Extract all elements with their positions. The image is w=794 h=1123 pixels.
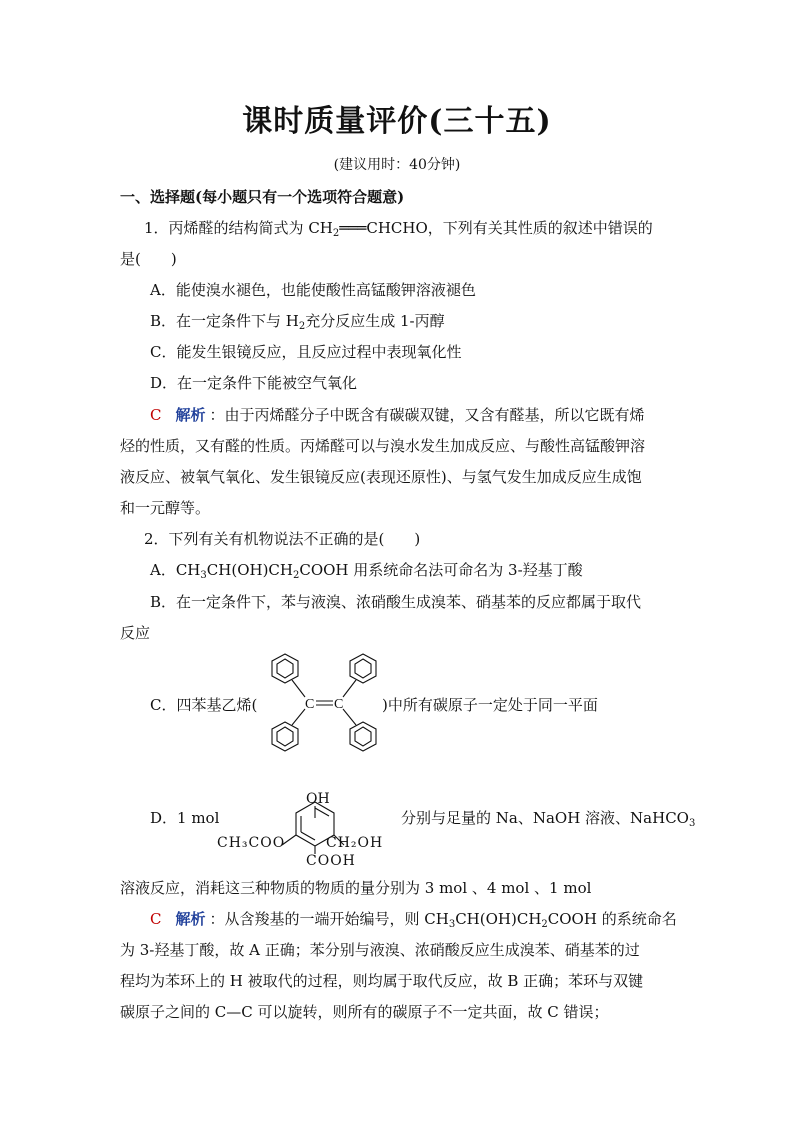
q1-stem-line2: 是( ) — [120, 250, 177, 268]
alkene-carbon-1: C — [305, 697, 315, 712]
hydroxyl-bond — [310, 806, 320, 818]
q2-option-c-text-b: )中所有碳原子一定处于同一平面 — [382, 696, 598, 714]
q1-option-c: C．能发生银镜反应，且反应过程中表现氧化性 — [150, 343, 462, 361]
q1-explanation-line4: 和一元醇等。 — [120, 499, 211, 517]
q1-option-b: B．在一定条件下与 $H_2$充分反应生成 1-丙醇 — [150, 312, 445, 332]
phenyl-ring-bottom-left — [272, 722, 298, 751]
phenyl-ring-top-right — [350, 654, 376, 683]
q2-explanation-line1: C 解析 ：从含羧基的一端开始编号，则 $CH_3CH(OH)CH_2COOH$ 的系统命名 — [150, 910, 677, 930]
q1-answer: C — [150, 406, 162, 424]
q2-option-d-text-a: D．1 mol — [150, 809, 220, 827]
phenyl-ring-top-left — [272, 654, 298, 683]
hydroxymethyl-label: CH₂OH — [326, 835, 384, 851]
q1-option-d: D．在一定条件下能被空气氧化 — [150, 374, 358, 392]
tetraphenylethylene-structure — [258, 650, 384, 760]
q2-option-d-text-b: 分别与足量的 Na、NaOH 溶液、NaHCO$_3$ — [401, 809, 696, 829]
q2-explanation-line2: 为 3-羟基丁酸，故 A 正确；苯分别与液溴、浓硝酸反应生成溴苯、硝基苯的过 — [120, 941, 640, 959]
page-title: 课时质量评价(三十五) — [242, 104, 552, 139]
q2-option-a: A．$CH_3CH(OH)CH_2COOH$ 用系统命名法可命名为 3-羟基丁酸 — [150, 561, 583, 581]
q2-explanation-line4: 碳原子之间的 C—C 可以旋转，则所有的碳原子不一定共面，故 C 错误； — [120, 1003, 609, 1021]
q2-stem: 2．下列有关有机物说法不正确的是( ) — [144, 530, 421, 548]
acetoxy-label: CH₃COO — [217, 835, 286, 851]
q1-explanation-line1: C 解析 ：由于丙烯醛分子中既含有碳碳双键，又含有醛基，所以它既有烯 — [150, 406, 645, 424]
hydroxyl-label: OH — [306, 791, 330, 807]
q1-option-a: A．能使溴水褪色，也能使酸性高锰酸钾溶液褪色 — [150, 281, 476, 299]
q2-option-d-line2: 溶液反应，消耗这三种物质的物质的量分别为 3 mol 、4 mol 、1 mol — [120, 879, 592, 897]
alkene-carbon-2: C — [334, 697, 344, 712]
q1-explanation-line2: 烃的性质，又有醛的性质。丙烯醛可以与溴水发生加成反应、与酸性高锰酸钾溶 — [120, 437, 646, 455]
q2-answer: C — [150, 910, 162, 928]
q2-option-c-text-a: C．四苯基乙烯( — [150, 696, 258, 714]
q1-stem-line1: 1．丙烯醛的结构简式为 $CH_2═══CHCHO$，下列有关其性质的叙述中错误的 — [144, 219, 653, 239]
q2-explanation-label: 解析 — [175, 910, 206, 928]
carboxyl-label: COOH — [306, 853, 356, 869]
section-heading: 一、选择题(每小题只有一个选项符合题意) — [120, 188, 405, 206]
q2-option-b-line1: B．在一定条件下，苯与液溴、浓硝酸生成溴苯、硝基苯的反应都属于取代 — [150, 593, 642, 611]
page-subtitle: (建议用时：40分钟) — [333, 157, 461, 173]
q2-option-b-line2: 反应 — [120, 624, 151, 642]
q1-explanation-line3: 液反应、被氧气氧化、发生银镜反应(表现还原性)、与氢气发生加成反应生成饱 — [120, 468, 642, 486]
q2-explanation-line3: 程均为苯环上的 H 被取代的过程，则均属于取代反应，故 B 正确；苯环与双键 — [120, 972, 644, 990]
phenyl-ring-bottom-right — [350, 722, 376, 751]
q1-explanation-label: 解析 — [175, 406, 206, 424]
